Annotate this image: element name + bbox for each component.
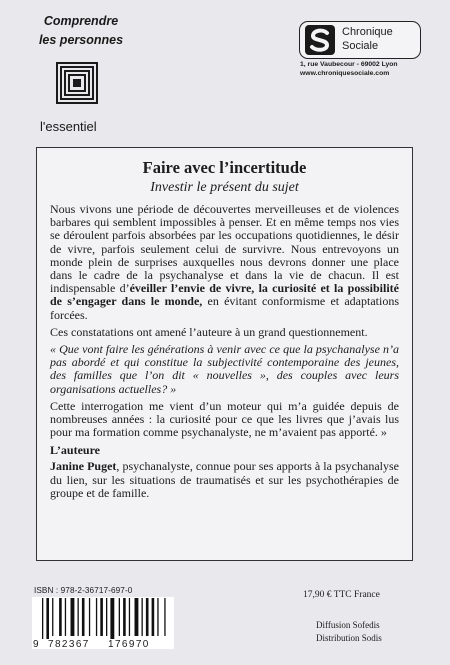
barcode-bar bbox=[110, 598, 114, 639]
publisher-logo bbox=[299, 21, 421, 59]
barcode-bars bbox=[42, 598, 166, 639]
publisher-name-line-1: Chronique bbox=[342, 26, 393, 38]
series-line-1: Comprendre bbox=[43, 14, 119, 28]
blurb-p1-bold: éveiller l’envie de vivre, la curiosité et la possibilité de s’engager dans le monde, bbox=[50, 281, 400, 309]
author-bio-text: , psychanalyste, connue pour ses apports à la psychanalyse du lien, sur les situations de traumatisés et sur les psychothérapies de groupe et de famille. bbox=[50, 459, 399, 500]
series-title bbox=[26, 12, 136, 50]
distribution-info bbox=[316, 619, 382, 645]
barcode-digit-right: 176970 bbox=[108, 639, 150, 650]
series-label: l'essentiel bbox=[40, 119, 97, 134]
barcode-digit-left: 782367 bbox=[48, 639, 90, 650]
series-logo-icon bbox=[56, 62, 98, 104]
barcode bbox=[32, 597, 174, 649]
publisher-cs-icon bbox=[305, 25, 335, 55]
blurb-quote: « Que vont faire les générations à venir avec ce que la psychanalyse n’a pas abordé et qui constitue la subjectivité contemporaine des jeunes, des familles que l’on dit « nouvelles », des couples avec leurs organisations actuelles? » bbox=[50, 342, 399, 396]
barcode-bar bbox=[42, 598, 43, 639]
publisher-address-block bbox=[300, 60, 424, 78]
blurb-p1-end: en évitant conformisme et adaptations forcées. bbox=[50, 294, 399, 322]
series-line-2: les personnes bbox=[38, 33, 124, 47]
book-title: Faire avec l’incertitude bbox=[142, 158, 307, 177]
author-bio bbox=[50, 460, 399, 500]
barcode-bar bbox=[46, 598, 49, 639]
barcode-bar bbox=[135, 598, 139, 636]
publisher-website: www.chroniquesociale.com bbox=[300, 70, 390, 77]
blurb-p1-text: Nous vivons une période de découvertes merveilleuses et de violences barbares qui semblent impossibles à penser. Et en même temps nos vies se déroulent parfois absorbées par les occupations quotidiennes, le désir de vivre, parfois seulement celui de survivre. Nous entrevoyons un monde plein de surprises auxquelles nous devrons donner une place dans le cadre de la psychanalyse et dans la vie de chacun. Il est indispensable d’ bbox=[50, 202, 399, 296]
barcode-digit-lead: 9 bbox=[33, 639, 40, 650]
book-subtitle: Investir le présent du sujet bbox=[150, 180, 299, 195]
publisher-name bbox=[342, 25, 418, 53]
author-name: Janine Puget bbox=[50, 459, 117, 474]
barcode-bar bbox=[164, 598, 165, 636]
isbn-label: ISBN : 978-2-36717-697-0 bbox=[34, 586, 133, 595]
barcode-bar bbox=[129, 598, 130, 636]
barcode-bar bbox=[65, 598, 66, 636]
barcode-bar bbox=[123, 598, 126, 636]
barcode-bar bbox=[100, 598, 103, 636]
barcode-bar bbox=[106, 598, 107, 636]
diffusion: Diffusion Sofedis bbox=[316, 620, 380, 630]
publisher-name-line-2: Sociale bbox=[342, 40, 379, 52]
barcode-bar bbox=[119, 598, 120, 636]
publisher-address: 1, rue Vaubecour - 69002 Lyon bbox=[300, 61, 398, 68]
blurb-paragraph-2: Ces constatations ont amené l’auteure à un grand questionnement. bbox=[50, 324, 368, 339]
barcode-bar bbox=[142, 598, 143, 636]
barcode-bar bbox=[152, 598, 155, 636]
price: 17,90 € TTC France bbox=[303, 590, 380, 600]
back-cover-panel bbox=[36, 147, 413, 561]
barcode-bar bbox=[59, 598, 62, 636]
barcode-bar bbox=[71, 598, 75, 636]
barcode-bar bbox=[52, 598, 53, 636]
distribution: Distribution Sodis bbox=[316, 633, 382, 643]
barcode-bar bbox=[82, 598, 85, 636]
barcode-bar bbox=[157, 598, 158, 636]
barcode-bar bbox=[89, 598, 90, 636]
blurb-paragraph-1 bbox=[50, 203, 399, 322]
author-heading: L’auteure bbox=[50, 443, 101, 458]
barcode-bar bbox=[96, 598, 97, 636]
barcode-bar bbox=[78, 598, 79, 636]
barcode-bar bbox=[146, 598, 149, 636]
blurb-paragraph-3: Cette interrogation me vient d’un moteur qui m’a guidée depuis de nombreuses années : la curiosité pour ce que les livres que j’avais lus pour ma formation comme psychanalyste, ne m’avaient pas apporté. » bbox=[50, 398, 399, 440]
